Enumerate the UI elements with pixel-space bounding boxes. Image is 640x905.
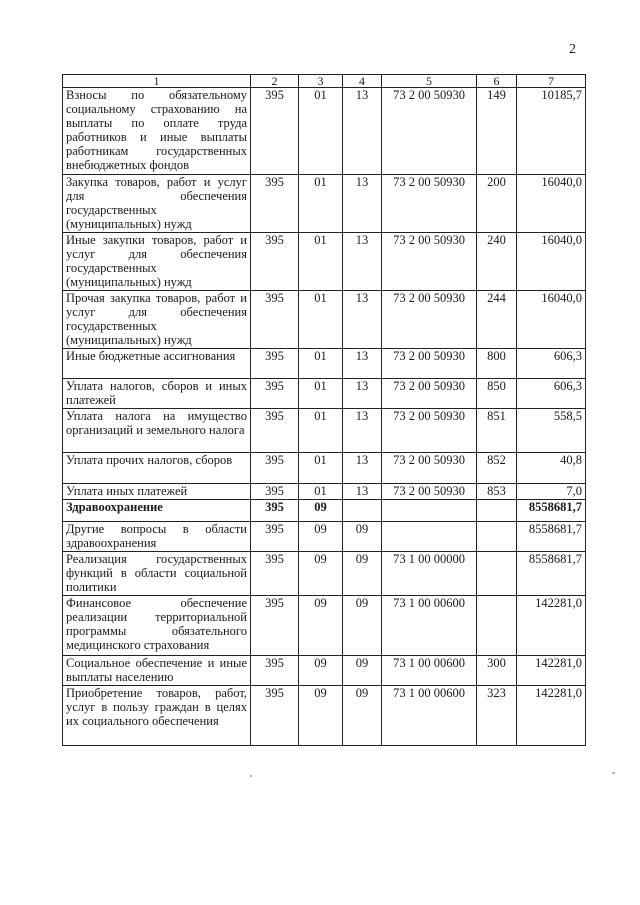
- cell-expense-type: 244: [477, 291, 517, 349]
- table-row: [63, 379, 586, 409]
- table-row: [63, 500, 586, 522]
- cell-target-article: 73 1 00 00000: [382, 552, 477, 596]
- row-name: Закупка товаров, работ и услуг для обеспечения государственных (муниципальных) нужд: [63, 175, 251, 233]
- cell-target-article: 73 2 00 50930: [382, 379, 477, 409]
- cell-target-article: 73 2 00 50930: [382, 233, 477, 291]
- cell-target-article: 73 2 00 50930: [382, 349, 477, 379]
- cell-target-article: 73 1 00 00600: [382, 686, 477, 746]
- cell-expense-type: [477, 596, 517, 656]
- cell-admin-code: 395: [251, 656, 299, 686]
- row-name: Иные бюджетные ассигнования: [63, 349, 251, 379]
- cell-amount: 7,0: [517, 484, 586, 500]
- table-row: [63, 522, 586, 552]
- cell-subsection: 09: [343, 656, 382, 686]
- table-row: [63, 88, 586, 175]
- page-number: 2: [569, 42, 576, 57]
- row-name: Взносы по обязательному социальному страхованию на выплаты по оплате труда работников и иные выплаты работникам государственных внебюджетных фондов: [63, 88, 251, 175]
- cell-section: 01: [299, 379, 343, 409]
- row-name: Уплата налога на имущество организаций и земельного налога: [63, 409, 251, 453]
- cell-amount: 142281,0: [517, 656, 586, 686]
- row-name: Другие вопросы в области здравоохранения: [63, 522, 251, 552]
- row-name: Иные закупки товаров, работ и услуг для обеспечения государственных (муниципальных) нужд: [63, 233, 251, 291]
- cell-amount: 558,5: [517, 409, 586, 453]
- cell-admin-code: 395: [251, 484, 299, 500]
- cell-target-article: 73 2 00 50930: [382, 453, 477, 484]
- table-row: [63, 349, 586, 379]
- cell-admin-code: 395: [251, 379, 299, 409]
- cell-subsection: 13: [343, 88, 382, 175]
- table-row: [63, 291, 586, 349]
- cell-expense-type: 149: [477, 88, 517, 175]
- col-header-3: 3: [299, 75, 343, 88]
- cell-admin-code: 395: [251, 233, 299, 291]
- cell-section: 09: [299, 686, 343, 746]
- cell-section: 01: [299, 453, 343, 484]
- cell-subsection: 13: [343, 349, 382, 379]
- row-name: Социальное обеспечение и иные выплаты населению: [63, 656, 251, 686]
- cell-amount: 8558681,7: [517, 522, 586, 552]
- cell-expense-type: 852: [477, 453, 517, 484]
- cell-admin-code: 395: [251, 291, 299, 349]
- cell-target-article: 73 1 00 00600: [382, 656, 477, 686]
- cell-subsection: 13: [343, 409, 382, 453]
- row-name: Прочая закупка товаров, работ и услуг для обеспечения государственных (муниципальных) нужд: [63, 291, 251, 349]
- table-row: [63, 552, 586, 596]
- cell-amount: 142281,0: [517, 596, 586, 656]
- cell-subsection: 09: [343, 686, 382, 746]
- cell-subsection: [343, 500, 382, 522]
- cell-admin-code: 395: [251, 552, 299, 596]
- table-row: [63, 453, 586, 484]
- cell-target-article: 73 2 00 50930: [382, 484, 477, 500]
- row-name: Уплата прочих налогов, сборов: [63, 453, 251, 484]
- cell-admin-code: 395: [251, 453, 299, 484]
- budget-table: [62, 74, 586, 746]
- row-name: Реализация государственных функций в области социальной политики: [63, 552, 251, 596]
- cell-amount: 606,3: [517, 379, 586, 409]
- cell-expense-type: 851: [477, 409, 517, 453]
- cell-target-article: [382, 522, 477, 552]
- col-header-2: 2: [251, 75, 299, 88]
- table-row: [63, 656, 586, 686]
- cell-admin-code: 395: [251, 88, 299, 175]
- cell-subsection: 13: [343, 453, 382, 484]
- cell-section: 01: [299, 233, 343, 291]
- cell-section: 09: [299, 500, 343, 522]
- cell-section: 09: [299, 522, 343, 552]
- cell-admin-code: 395: [251, 349, 299, 379]
- table-row: [63, 686, 586, 746]
- cell-amount: 142281,0: [517, 686, 586, 746]
- col-header-5: 5: [382, 75, 477, 88]
- cell-expense-type: 850: [477, 379, 517, 409]
- header-row: [63, 75, 586, 88]
- cell-subsection: 13: [343, 233, 382, 291]
- col-header-6: 6: [477, 75, 517, 88]
- table-row: [63, 175, 586, 233]
- cell-section: 01: [299, 175, 343, 233]
- cell-amount: 16040,0: [517, 175, 586, 233]
- cell-amount: 8558681,7: [517, 500, 586, 522]
- cell-expense-type: 200: [477, 175, 517, 233]
- row-name: Приобретение товаров, работ, услуг в пользу граждан в целях их социального обеспечения: [63, 686, 251, 746]
- table-row: [63, 233, 586, 291]
- cell-expense-type: [477, 522, 517, 552]
- row-name: Уплата иных платежей: [63, 484, 251, 500]
- cell-expense-type: 323: [477, 686, 517, 746]
- cell-target-article: 73 2 00 50930: [382, 175, 477, 233]
- cell-amount: 16040,0: [517, 233, 586, 291]
- cell-section: 09: [299, 552, 343, 596]
- cell-expense-type: [477, 500, 517, 522]
- row-name: Уплата налогов, сборов и иных платежей: [63, 379, 251, 409]
- cell-subsection: 09: [343, 522, 382, 552]
- cell-amount: 40,8: [517, 453, 586, 484]
- cell-admin-code: 395: [251, 596, 299, 656]
- cell-target-article: 73 2 00 50930: [382, 291, 477, 349]
- cell-section: 01: [299, 291, 343, 349]
- col-header-1: 1: [63, 75, 251, 88]
- col-header-4: 4: [343, 75, 382, 88]
- cell-expense-type: 853: [477, 484, 517, 500]
- scan-speck: [250, 775, 252, 777]
- row-name: Финансовое обеспечение реализации территориальной программы обязательного медицинского страхования: [63, 596, 251, 656]
- cell-admin-code: 395: [251, 409, 299, 453]
- cell-amount: 8558681,7: [517, 552, 586, 596]
- cell-expense-type: 300: [477, 656, 517, 686]
- cell-admin-code: 395: [251, 522, 299, 552]
- cell-subsection: 13: [343, 175, 382, 233]
- cell-target-article: 73 2 00 50930: [382, 88, 477, 175]
- cell-expense-type: [477, 552, 517, 596]
- cell-admin-code: 395: [251, 686, 299, 746]
- cell-subsection: 09: [343, 596, 382, 656]
- cell-section: 01: [299, 88, 343, 175]
- cell-admin-code: 395: [251, 500, 299, 522]
- cell-subsection: 13: [343, 484, 382, 500]
- cell-amount: 606,3: [517, 349, 586, 379]
- scan-speck: [612, 772, 615, 774]
- cell-target-article: [382, 500, 477, 522]
- cell-subsection: 13: [343, 379, 382, 409]
- cell-admin-code: 395: [251, 175, 299, 233]
- row-name: Здравоохранение: [63, 500, 251, 522]
- cell-section: 01: [299, 349, 343, 379]
- cell-section: 09: [299, 656, 343, 686]
- cell-section: 09: [299, 596, 343, 656]
- table-row: [63, 484, 586, 500]
- cell-subsection: 09: [343, 552, 382, 596]
- cell-expense-type: 800: [477, 349, 517, 379]
- cell-amount: 16040,0: [517, 291, 586, 349]
- col-header-7: 7: [517, 75, 586, 88]
- cell-expense-type: 240: [477, 233, 517, 291]
- cell-subsection: 13: [343, 291, 382, 349]
- cell-section: 01: [299, 484, 343, 500]
- cell-target-article: 73 2 00 50930: [382, 409, 477, 453]
- cell-section: 01: [299, 409, 343, 453]
- table-row: [63, 596, 586, 656]
- table-row: [63, 409, 586, 453]
- cell-target-article: 73 1 00 00600: [382, 596, 477, 656]
- cell-amount: 10185,7: [517, 88, 586, 175]
